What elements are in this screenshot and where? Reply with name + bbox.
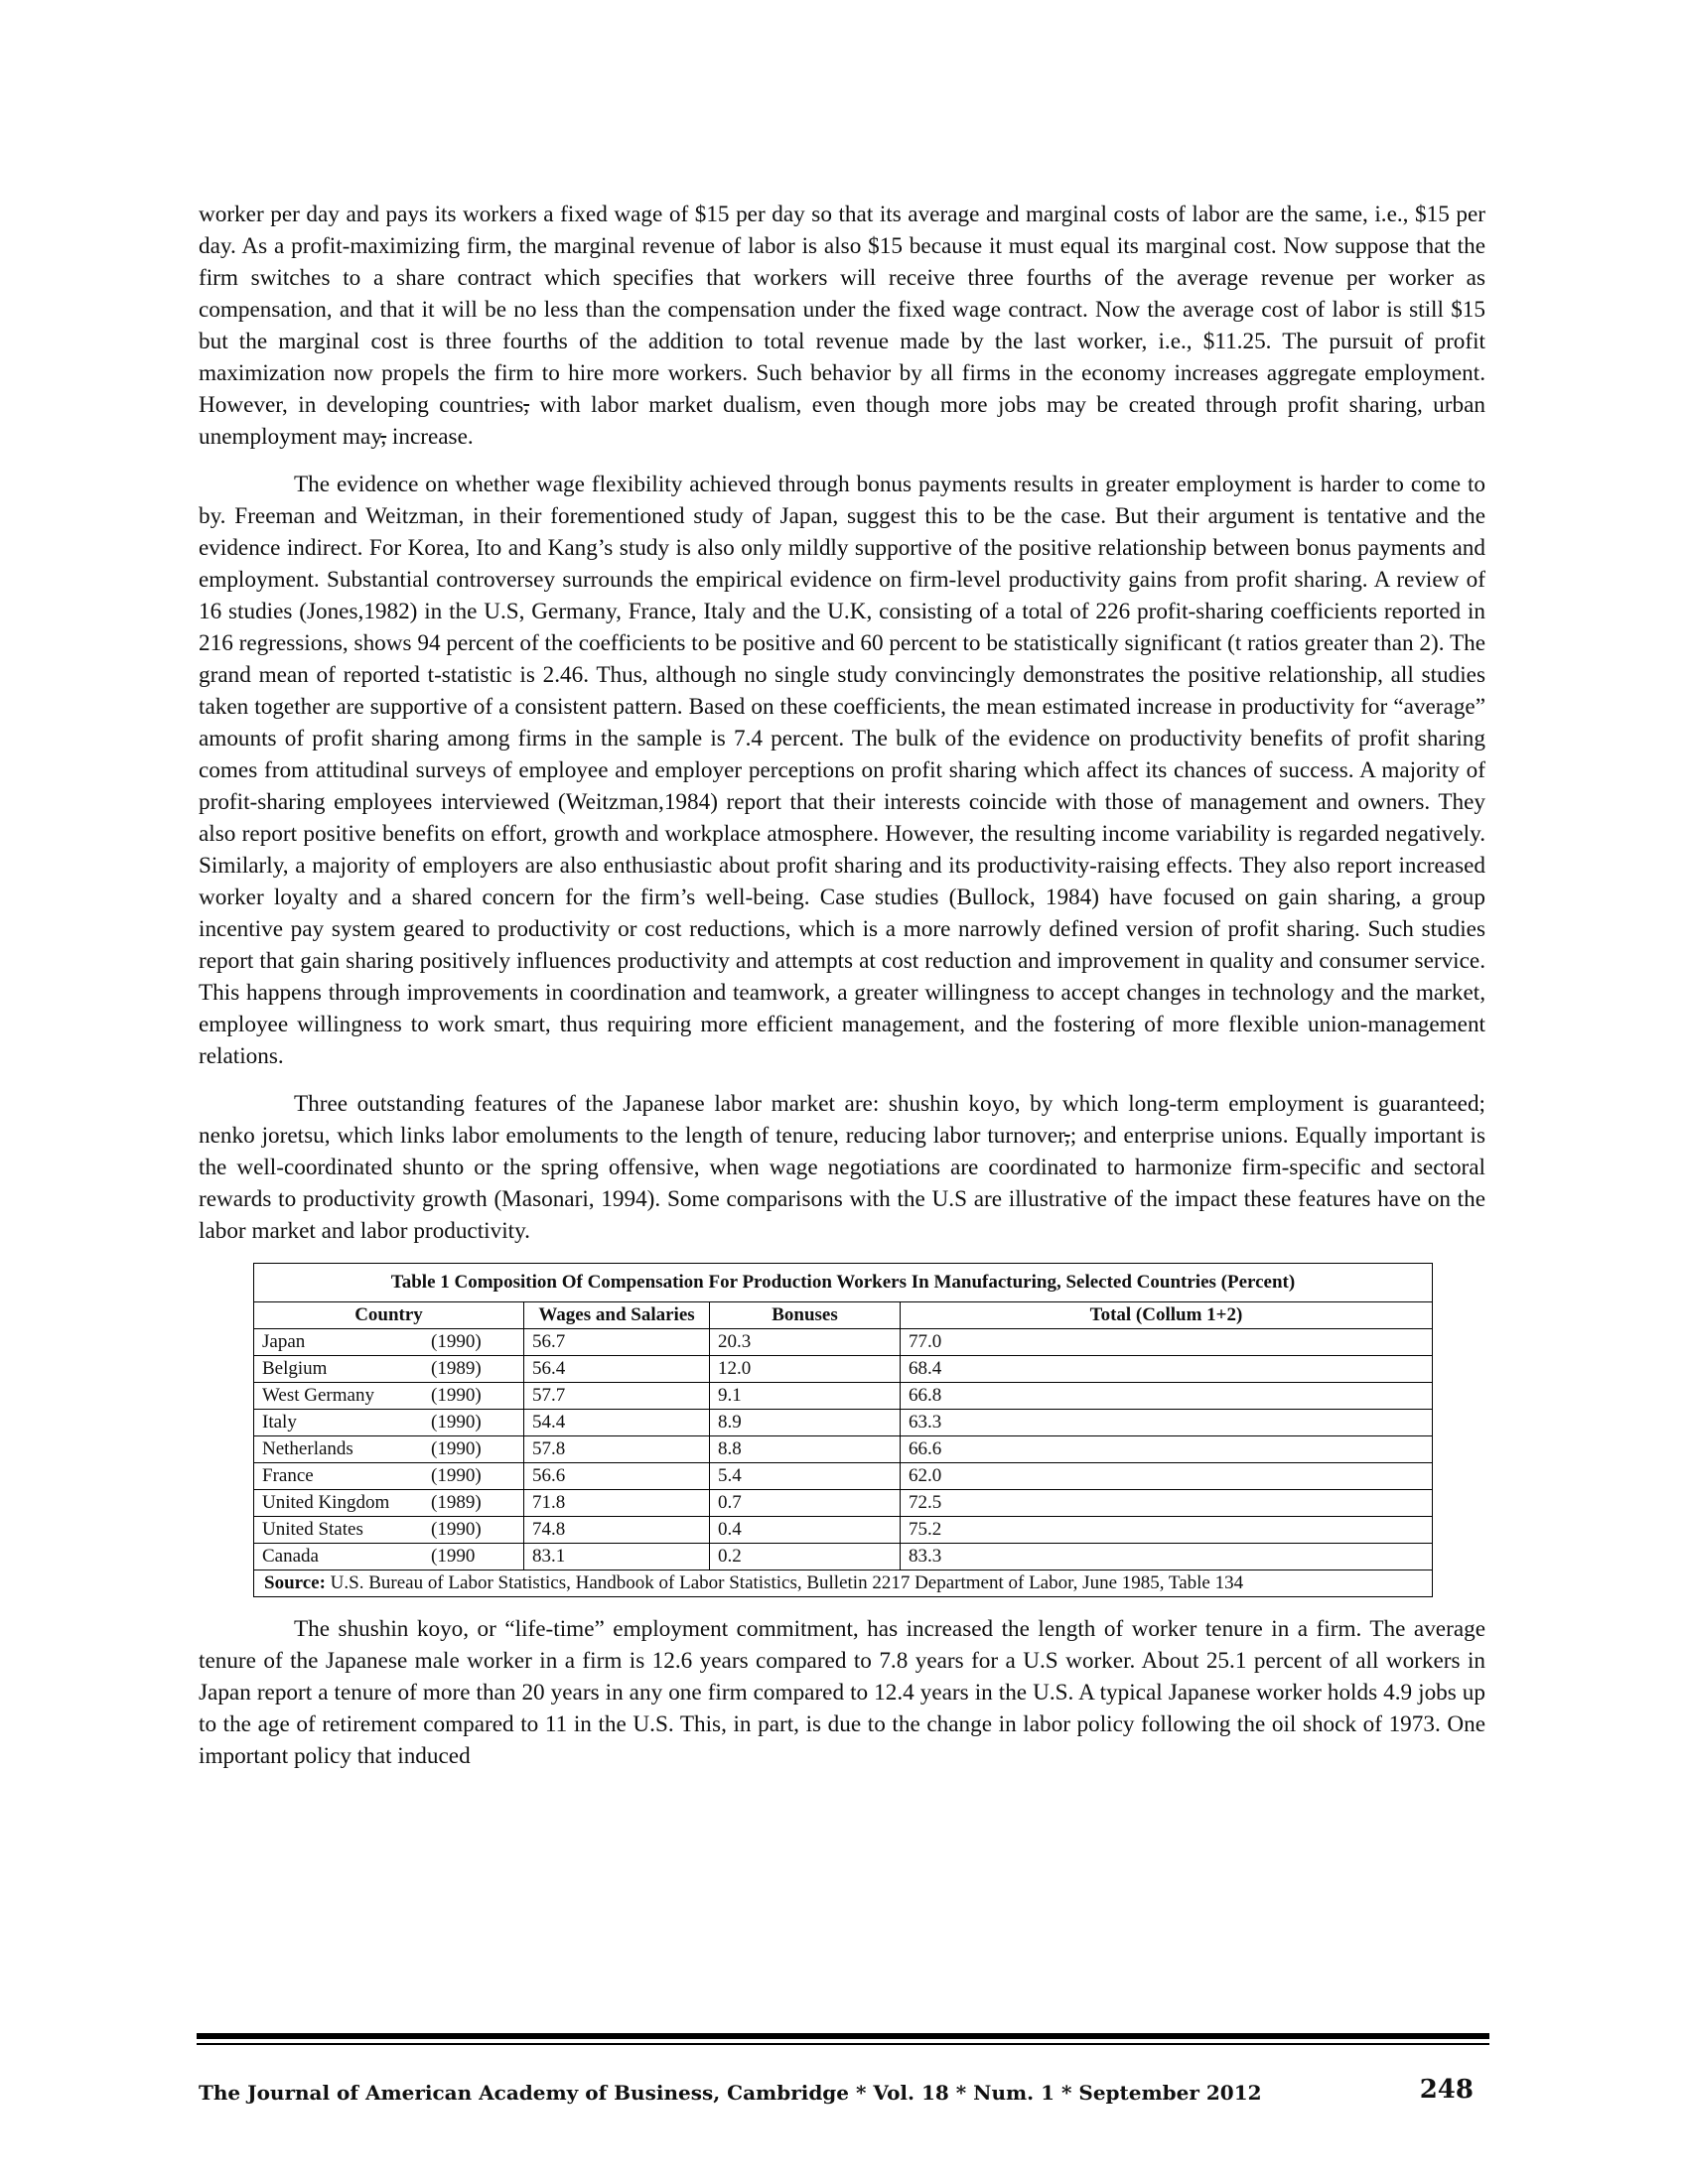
- table-row: United Kingdom (1989) 71.8 0.7 72.5: [254, 1490, 1433, 1517]
- table-row: Italy (1990) 54.4 8.9 63.3: [254, 1410, 1433, 1436]
- table-row: Japan (1990) 56.7 20.3 77.0: [254, 1329, 1433, 1356]
- paragraph-1: worker per day and pays its workers a fixed wage of $15 per day so that its average and marginal costs of labor are the same, i.e., $15 per day. As a profit-maximizing firm, the marginal revenue of labor is also $15 because it must equal its marginal cost. Now suppose that the firm switches to a share contract which specifies that workers will receive three fourths of the average revenue per worker as compensation, and that it will be no less than the compensation under the fixed wage contract. Now the average cost of labor is still $15 but the marginal cost is three fourths of the addition to total revenue made by the last worker, i.e., $11.25. The pursuit of profit maximization now propels the firm to hire more workers. Such behavior by all firms in the economy increases aggregate employment. However, in developing countries, with labor market dualism, even though more jobs may be created through profit sharing, urban unemployment may, increase.: [199, 202, 1485, 450]
- table-row: United States (1990) 74.8 0.4 75.2: [254, 1517, 1433, 1544]
- table-row: West Germany (1990) 57.7 9.1 66.8: [254, 1383, 1433, 1410]
- footer-rule-thick: [197, 2033, 1489, 2039]
- col-header-wages: Wages and Salaries: [524, 1302, 710, 1329]
- source-text: U.S. Bureau of Labor Statistics, Handbook of Labor Statistics, Bulletin 2217 Department of Labor, June 1985, Table 134: [325, 1572, 1244, 1593]
- paragraph-2: The evidence on whether wage flexibility achieved through bonus payments results in greater employment is harder to come to by. Freeman and Weitzman, in their forementioned study of Japan, suggest this to be the case. But their argument is tentative and the evidence indirect. For Korea, Ito and Kang’s study is also only mildly supportive of the positive relationship between bonus payments and employment. Substantial controversey surrounds the empirical evidence on firm-level productivity gains from profit sharing. A review of 16 studies (Jones,1982) in the U.S, Germany, France, Italy and the U.K, consisting of a total of 226 profit-sharing coefficients reported in 216 regressions, shows 94 percent of the coefficients to be positive and 60 percent to be statistically significant (t ratios greater than 2). The grand mean of reported t-statistic is 2.46. Thus, although no single study convincingly demonstrates the positive relationship, all studies taken together are supportive of a consistent pattern. Based on these coefficients, the mean estimated increase in productivity for “average” amounts of profit sharing among firms in the sample is 7.4 percent. The bulk of the evidence on productivity benefits of profit sharing comes from attitudinal surveys of employee and employer perceptions on profit sharing which affect its chances of success. A majority of profit-sharing employees interviewed (Weitzman,1984) report that their interests coincide with those of management and owners. They also report positive benefits on effort, growth and workplace atmosphere. However, the resulting income variability is regarded negatively. Similarly, a majority of employers are also enthusiastic about profit sharing and its productivity-raising effects. They also report increased worker loyalty and a shared concern for the firm’s well-being. Case studies (Bullock, 1984) have focused on gain sharing, a group incentive pay system geared to productivity or cost reductions, which is a more narrowly defined version of profit sharing. Such studies report that gain sharing positively influences productivity and attempts at cost reduction and improvement in quality and consumer service. This happens through improvements in coordination and teamwork, a greater willingness to accept changes in technology and the market, employee willingness to work smart, thus requiring more efficient management, and the fostering of more flexible union-management relations.: [199, 472, 1485, 1069]
- col-header-bonuses: Bonuses: [710, 1302, 901, 1329]
- table-row: France (1990) 56.6 5.4 62.0: [254, 1463, 1433, 1490]
- journal-citation: The Journal of American Academy of Business, Cambridge * Vol. 18 * Num. 1 * September 2012: [199, 2081, 1262, 2105]
- paragraph-3: Three outstanding features of the Japanese labor market are: shushin koyo, by which long-term employment is guaranteed; nenko joretsu, which links labor emoluments to the length of tenure, reducing labor turnover,; and enterprise unions. Equally important is the well-coordinated shunto or the spring offensive, when wage negotiations are coordinated to harmonize firm-specific and sectoral rewards to productivity growth (Masonari, 1994). Some comparisons with the U.S are illustrative of the impact these features have on the labor market and labor productivity.: [199, 1091, 1485, 1244]
- struck-comma: ,: [523, 392, 530, 418]
- table-source-row: [254, 1570, 1433, 1597]
- table-row: Belgium (1989) 56.4 12.0 68.4: [254, 1356, 1433, 1383]
- table-title: Table 1 Composition Of Compensation For Production Workers In Manufacturing, Selected Countries (Percent): [254, 1264, 1433, 1302]
- col-header-country: Country: [254, 1302, 524, 1329]
- table-row: Netherlands (1990) 57.8 8.8 66.6: [254, 1436, 1433, 1463]
- footer-rule-thin: [197, 2043, 1489, 2045]
- source-label: Source:: [264, 1572, 326, 1593]
- col-header-total: Total (Collum 1+2): [901, 1302, 1433, 1329]
- compensation-table: [253, 1263, 1433, 1597]
- table-row: Canada (1990 83.1 0.2 83.3: [254, 1544, 1433, 1570]
- page-number: 248: [1419, 2075, 1474, 2105]
- page-footer: [199, 2075, 1485, 2105]
- paragraph-4: The shushin koyo, or “life-time” employment commitment, has increased the length of worker tenure in a firm. The average tenure of the Japanese male worker in a firm is 12.6 years compared to 7.8 years for a U.S worker. About 25.1 percent of all workers in Japan report a tenure of more than 20 years in any one firm compared to 12.4 years in the U.S. A typical Japanese worker holds 4.9 jobs up to the age of retirement compared to 11 in the U.S. This, in part, is due to the change in labor policy following the oil shock of 1973. One important policy that induced: [199, 1616, 1485, 1769]
- page-body: [199, 199, 1485, 1772]
